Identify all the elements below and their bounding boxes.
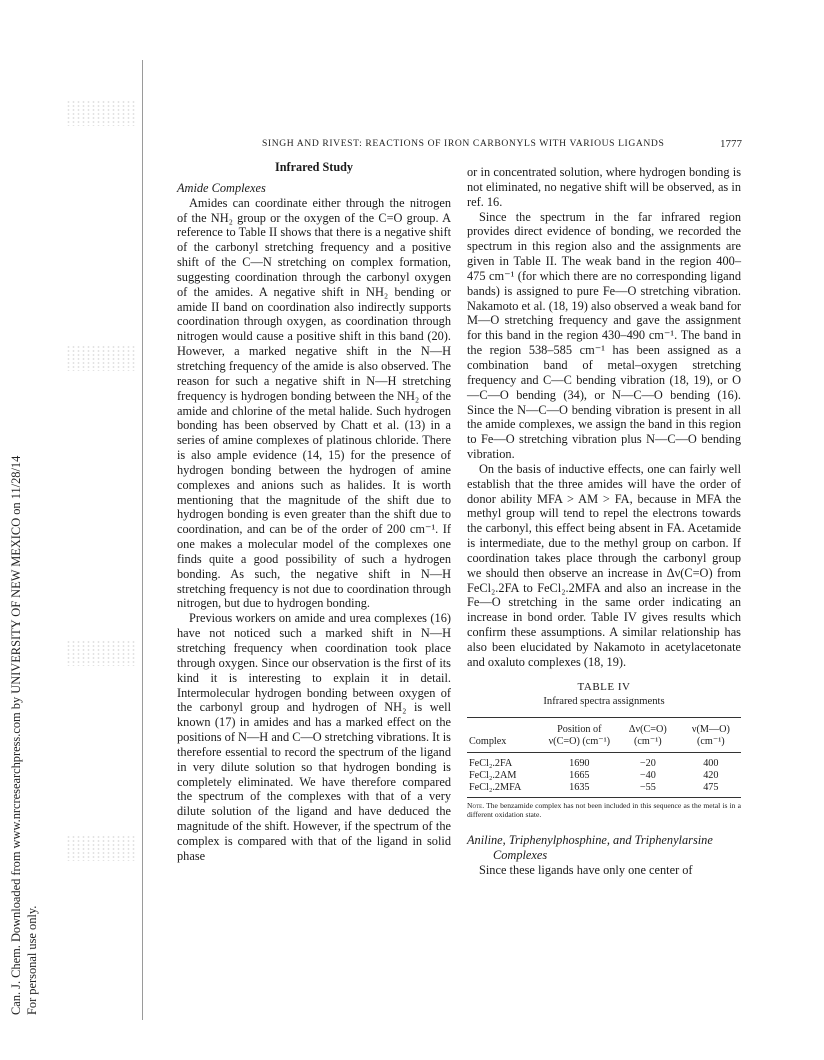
table-cell: 1690	[569, 758, 590, 770]
body-paragraph: Amides can coordinate either through the nitrogen of the NH₂ group or the oxygen of the C=O group. A reference to Table II shows that there is a negative shift of the carbonyl stretching frequency and a positive shift of the C—N stretching on complex formation, suggesting coordination through the carbonyl oxygen of the amides. A negative shift in NH₂ bending or amide II band on coordination also indirectly supports coordination through oxygen, as coordination through nitrogen would cause a positive shift in this band (20). However, a marked negative shift in the N—H stretching frequency of the amide is also observed. The reason for such a negative shift in N—H stretching frequency is hydrogen bonding between the NH₂ of the amide and chlorine of the metal halide. Such hydrogen bonding has been observed by Chatt et al. (13) in a series of amine complexes of platinous chloride. There is also ample evidence (14, 15) for the presence of hydrogen bonding between the hydrogen of amine complexes and anions such as halides. It is worth mentioning that the magnitude of the shift due to hydrogen bonding is even greater than the shift due to coordination, and can be of the order of 200 cm⁻¹. If one makes a molecular model of the complexes one finds quite a good possibility of such a hydrogen bonding. As such, the negative shift in N—H stretching frequency is not due to coordination through nitrogen, but due to hydrogen bonding.	[177, 195, 451, 611]
body-paragraph: Since these ligands have only one center of	[479, 863, 693, 878]
right-column	[467, 165, 741, 878]
scan-edge-line	[142, 60, 143, 1020]
table-row	[467, 782, 741, 798]
column-header: Complex	[469, 736, 507, 748]
table-row	[467, 770, 741, 782]
column-header: Δν(C=O) (cm⁻¹)	[628, 724, 667, 748]
table-note	[467, 801, 741, 819]
table-cell: 1635	[544, 782, 615, 798]
table-cell: FeCl₂.2AM	[469, 770, 517, 782]
assignments-table	[467, 717, 741, 798]
table-caption: TABLE IV	[577, 680, 631, 693]
body-paragraph: or in concentrated solution, where hydrogen bonding is not eliminated, no negative shift will be observed, as in ref. 16.	[467, 165, 741, 209]
running-head	[262, 138, 742, 152]
subsection-title: Amide Complexes	[177, 180, 266, 195]
column-header: ν(M—O) (cm⁻¹)	[691, 724, 730, 748]
table-cell: −40	[639, 770, 656, 782]
table-header-row	[467, 720, 741, 750]
scan-speckle	[66, 345, 136, 371]
subsection-title-line: Aniline, Triphenylphosphine, and Triphenylarsine	[467, 833, 713, 848]
table-cell: FeCl₂.2FA	[469, 758, 513, 770]
table-cell: −55	[615, 782, 681, 798]
table-cell: 475	[681, 782, 741, 798]
table-cell: 1665	[569, 770, 590, 782]
body-paragraph: Since the spectrum in the far infrared region provides direct evidence of bonding, we recorded the spectrum in this region also and the assignments are given in Table II. The weak band in the region 400–475 cm⁻¹ (for which there are no corresponding ligand bands) is assigned to pure Fe—O stretching vibration. Nakamoto et al. (18, 19) also observed a weak band for M—O stretching frequency and gave the assignment for this band in the region 430–490 cm⁻¹. The band in the region 538–585 cm⁻¹ has been assigned as a combination band of metal–oxygen stretching frequency and C—C bending vibration (18, 19), or O—C—O bending (34), or N—C—O bending (16). Since the N—C—O bending vibration is present in all the amide complexes, we assign the band in this region to Fe—O stretching vibration plus N—C—O bending vibration.	[467, 209, 741, 462]
column-header: Position of ν(C=O) (cm⁻¹)	[548, 724, 611, 748]
left-column	[177, 160, 451, 864]
table-note-text: The benzamide complex has not been included in this sequence as the metal is in a different oxidation state.	[467, 801, 741, 820]
subsection-title-line: Complexes	[493, 848, 548, 863]
body-paragraph: On the basis of inductive effects, one can fairly well establish that the three amides will have the order of donor ability MFA > AM > FA, because in MFA the methyl group will tend to repel the electrons towards the carbonyl, this effect being absent in FA. Acetamide is intermediate, due to the methyl group on carbon. If coordination takes place through the carbonyl group we should then observe an increase in Δν(C=O) from FeCl₂.2FA to FeCl₂.2MFA and also an increase in the Fe—O stretching in the same order indicating an increase in bond order. Table IV gives results which confirm these assumptions. A similar relationship has also been elucidated by Nakamoto in acetylacetonate and oxaluto complexes (18, 19).	[467, 461, 741, 669]
subsection-title	[467, 833, 741, 863]
download-notice: Can. J. Chem. Downloaded from www.nrcresearchpress.com by UNIVERSITY OF NEW MEXICO on 11/28/14	[9, 455, 23, 1015]
table-title: Infrared spectra assignments	[543, 695, 665, 707]
scan-speckle	[66, 835, 136, 861]
body-paragraph: Previous workers on amide and urea complexes (16) have not noticed such a marked shift in N—H stretching frequency when coordination took place through oxygen. Since our observation is the first of its kind it is interesting to explain it in detail. Intermolecular hydrogen bonding between oxygen of the carbonyl group and hydrogen of NH₂ is well known (17) in amides and has a marked effect on the positions of N—H and C—O stretching vibrations. It is therefore essential to record the spectrum of the ligand in very dilute solution so that hydrogen bonding is completely eliminated. We have therefore compared the spectrum of the complexes with that of a very dilute solution of the ligand and have deduced the magnitude of the shift. However, if the spectrum of the complex is compared with that of the ligand in solid phase	[177, 611, 451, 863]
section-title: Infrared Study	[275, 160, 353, 174]
table-cell: 420	[703, 770, 719, 782]
download-watermark	[8, 195, 44, 1015]
table-cell: 400	[703, 758, 719, 770]
table-note-label: Note.	[467, 801, 485, 811]
scan-speckle	[66, 640, 136, 666]
running-head-title: SINGH AND RIVEST: REACTIONS OF IRON CARBONYLS WITH VARIOUS LIGANDS	[262, 138, 665, 149]
table-cell: −20	[639, 758, 656, 770]
table-row	[467, 753, 741, 771]
table-cell: FeCl₂.2MFA	[467, 782, 544, 798]
personal-use-notice: For personal use only.	[25, 905, 39, 1015]
table-iv	[467, 680, 741, 820]
scan-speckle	[66, 100, 136, 126]
page-number: 1777	[720, 138, 742, 150]
